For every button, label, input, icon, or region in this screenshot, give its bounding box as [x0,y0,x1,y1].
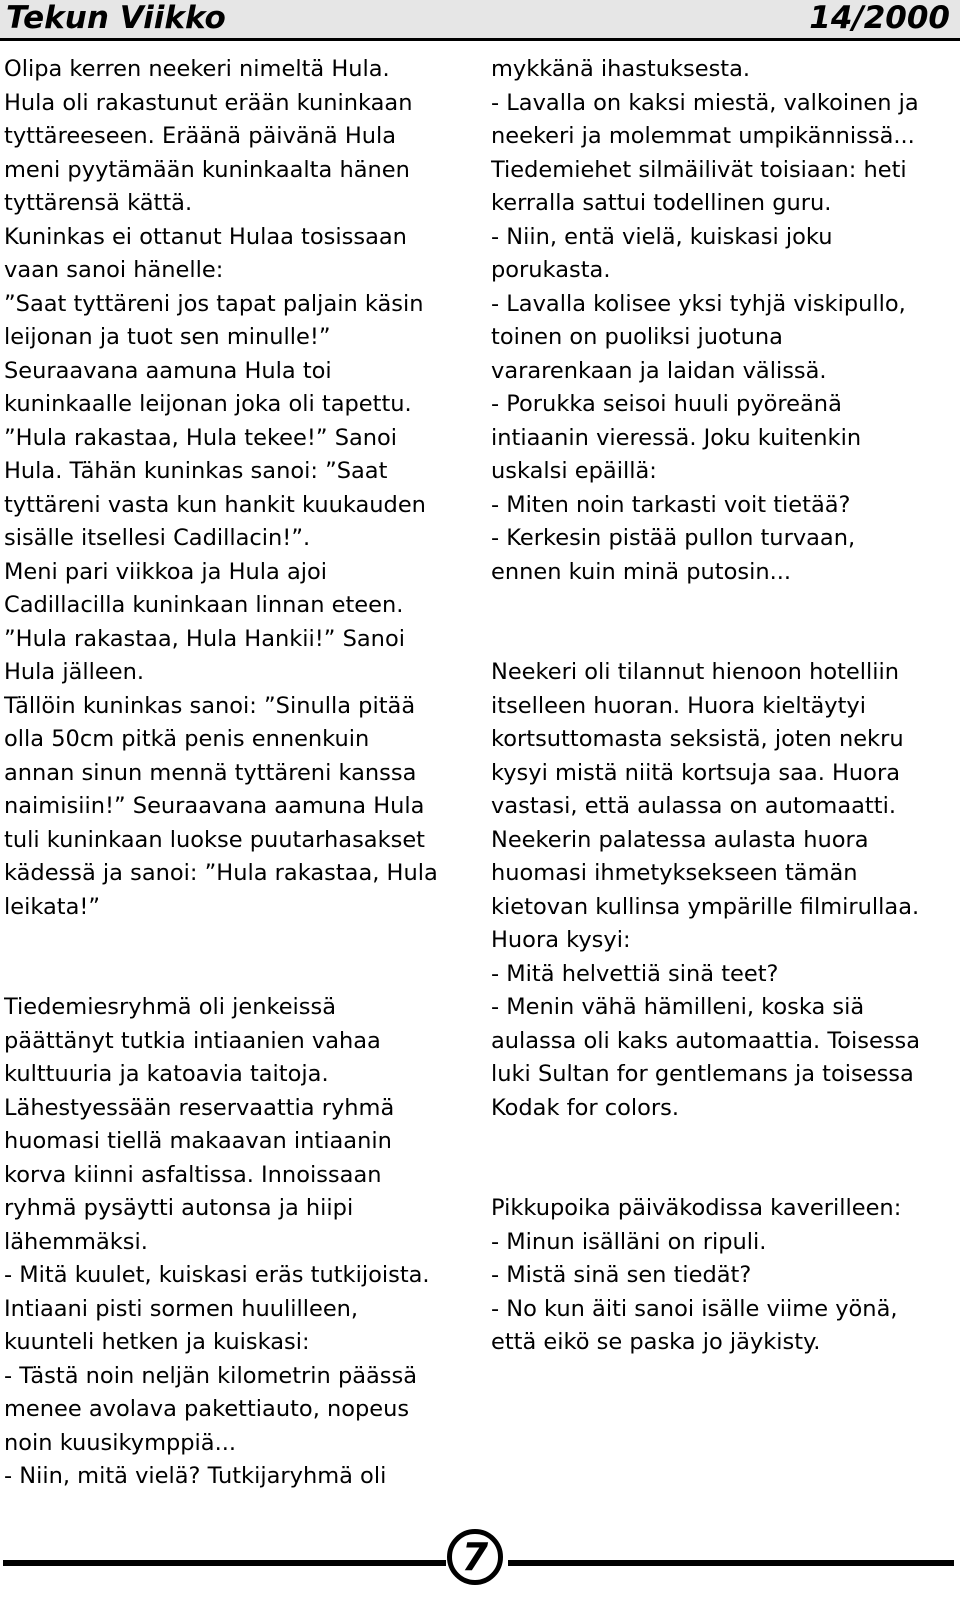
text-line: tuli kuninkaan luokse puutarhasakset [4,826,425,853]
magazine-title: Tekun Viikko [6,0,226,36]
page-header [0,0,960,41]
paragraph-gap [491,623,951,657]
text-line: lähemmäksi. [4,1228,148,1255]
text-line: Tiedemiesryhmä oli jenkeissä [4,994,337,1020]
left-text-column [4,53,462,1494]
text-line: leijonan ja tuot sen minulle!” [4,324,331,350]
text-line: neekeri ja molemmat umpikännissä... [491,123,915,149]
footer-rule-left [3,1560,446,1566]
text-line: kuninkaalle leijonan joka oli tapettu. [4,391,412,417]
text-line: mykkänä ihastuksesta. [491,56,751,82]
text-line: - Kerkesin pistää pullon turvaan, [491,525,856,551]
text-line: tyttäreni vasta kun hankit kuukauden [4,491,426,518]
paragraph-gap [4,958,462,992]
text-line: kulttuuria ja katoavia taitoja. [4,1061,329,1087]
text-line: - Miten noin tarkasti voit tietää? [491,491,851,518]
text-line: Seuraavana aamuna Hula toi [4,357,332,384]
text-line: kerralla sattui todellinen guru. [491,190,832,216]
right-text-column [491,53,951,1360]
text-line: annan sinun mennä tyttäreni kanssa [4,759,417,786]
text-line: Hula. Tähän kuninkas sanoi: ”Saat [4,458,388,484]
text-line: naimisiin!” Seuraavana aamuna Hula [4,793,425,819]
text-line: kuunteli hetken ja kuiskasi: [4,1329,310,1355]
text-line: että eikö se paska jo jäykisty. [491,1329,821,1355]
text-line: Cadillacilla kuninkaan linnan eteen. [4,592,404,618]
text-line: - Lavalla on kaksi miestä, valkoinen ja [491,89,919,116]
text-line: - Niin, mitä vielä? Tutkijaryhmä oli [4,1463,387,1489]
text-line: päättänyt tutkia intiaanien vahaa [4,1027,381,1054]
text-line: - Lavalla kolisee yksi tyhjä viskipullo, [491,290,906,317]
issue-number: 14/2000 [809,0,950,36]
paragraph-gap [491,589,951,623]
text-line: ryhmä pysäytti autonsa ja hiipi [4,1195,354,1221]
text-line: - Mitä kuulet, kuiskasi eräs tutkijoista. [4,1262,430,1288]
text-line: korva kiinni asfaltissa. Innoissaan [4,1161,382,1188]
text-line: aulassa oli kaks automaattia. Toisessa [491,1027,921,1054]
page-number: 7 [447,1529,503,1585]
text-line: vararenkaan ja laidan välissä. [491,357,827,384]
text-line: kädessä ja sanoi: ”Hula rakastaa, Hula [4,860,438,886]
text-line: porukasta. [491,257,611,283]
text-line: Neekeri oli tilannut hienoon hotelliin [491,659,900,685]
text-line: toinen on puoliksi juotuna [491,324,783,350]
text-line: itselleen huoran. Huora kieltäytyi [491,692,866,719]
text-line: Lähestyessään reservaattia ryhmä [4,1094,395,1121]
paragraph-gap [4,924,462,958]
text-line: - Tästä noin neljän kilometrin päässä [4,1362,418,1389]
text-line: sisälle itsellesi Cadillacin!”. [4,525,311,551]
text-line: - Mistä sinä sen tiedät? [491,1262,752,1288]
text-line: Pikkupoika päiväkodissa kaverilleen: [491,1195,902,1221]
text-line: kysyi mistä niitä kortsuja saa. Huora [491,759,900,786]
text-line: vastasi, että aulassa on automaatti. [491,793,896,819]
text-line: Olipa kerren neekeri nimeltä Hula. [4,56,390,82]
text-line: Intiaani pisti sormen huulilleen, [4,1295,359,1322]
text-line: Huora kysyi: [491,927,631,953]
text-line: Meni pari viikkoa ja Hula ajoi [4,558,328,585]
text-line: kortsuttomasta seksistä, joten nekru [491,726,904,752]
text-line: Tällöin kuninkas sanoi: ”Sinulla pitää [4,692,416,719]
text-line: ”Hula rakastaa, Hula Hankii!” Sanoi [4,625,405,652]
text-line: noin kuusikymppiä... [4,1429,237,1456]
text-line: Hula jälleen. [4,659,145,685]
text-line: huomasi ihmetyksekseen tämän [491,860,858,886]
text-line: Hula oli rakastunut erään kuninkaan [4,89,413,116]
paragraph-gap [491,1159,951,1193]
text-line: tyttäreeseen. Eräänä päivänä Hula [4,123,397,149]
text-line: Neekerin palatessa aulasta huora [491,826,869,853]
text-line: Kuninkas ei ottanut Hulaa tosissaan [4,223,407,250]
text-line: - Minun isälläni on ripuli. [491,1228,767,1255]
text-line: luki Sultan for gentlemans ja toisessa [491,1061,914,1087]
text-line: - Porukka seisoi huuli pyöreänä [491,391,842,417]
text-line: huomasi tiellä makaavan intiaanin [4,1128,392,1154]
footer-rule-right [508,1560,954,1566]
text-line: menee avolava pakettiauto, nopeus [4,1396,410,1422]
text-line: kietovan kullinsa ympärille filmirullaa. [491,893,920,920]
text-line: - Mitä helvettiä sinä teet? [491,960,779,987]
text-line: uskalsi epäillä: [491,458,657,484]
text-line: Tiedemiehet silmäilivät toisiaan: heti [491,156,907,183]
text-line: ”Hula rakastaa, Hula tekee!” Sanoi [4,424,398,451]
text-line: intiaanin vieressä. Joku kuitenkin [491,424,862,451]
text-line: tyttärensä kättä. [4,190,193,216]
text-line: - Menin vähä hämilleni, koska siä [491,994,865,1020]
text-line: meni pyytämään kuninkaalta hänen [4,156,410,183]
text-line: vaan sanoi hänelle: [4,257,224,283]
text-line: ennen kuin minä putosin... [491,558,792,585]
text-line: ”Saat tyttäreni jos tapat paljain käsin [4,290,424,317]
text-line: - No kun äiti sanoi isälle viime yönä, [491,1295,898,1322]
paragraph-gap [491,1125,951,1159]
text-line: olla 50cm pitkä penis ennenkuin [4,726,370,752]
text-line: Kodak for colors. [491,1094,680,1121]
text-line: leikata!” [4,893,101,920]
text-line: - Niin, entä vielä, kuiskasi joku [491,223,833,250]
